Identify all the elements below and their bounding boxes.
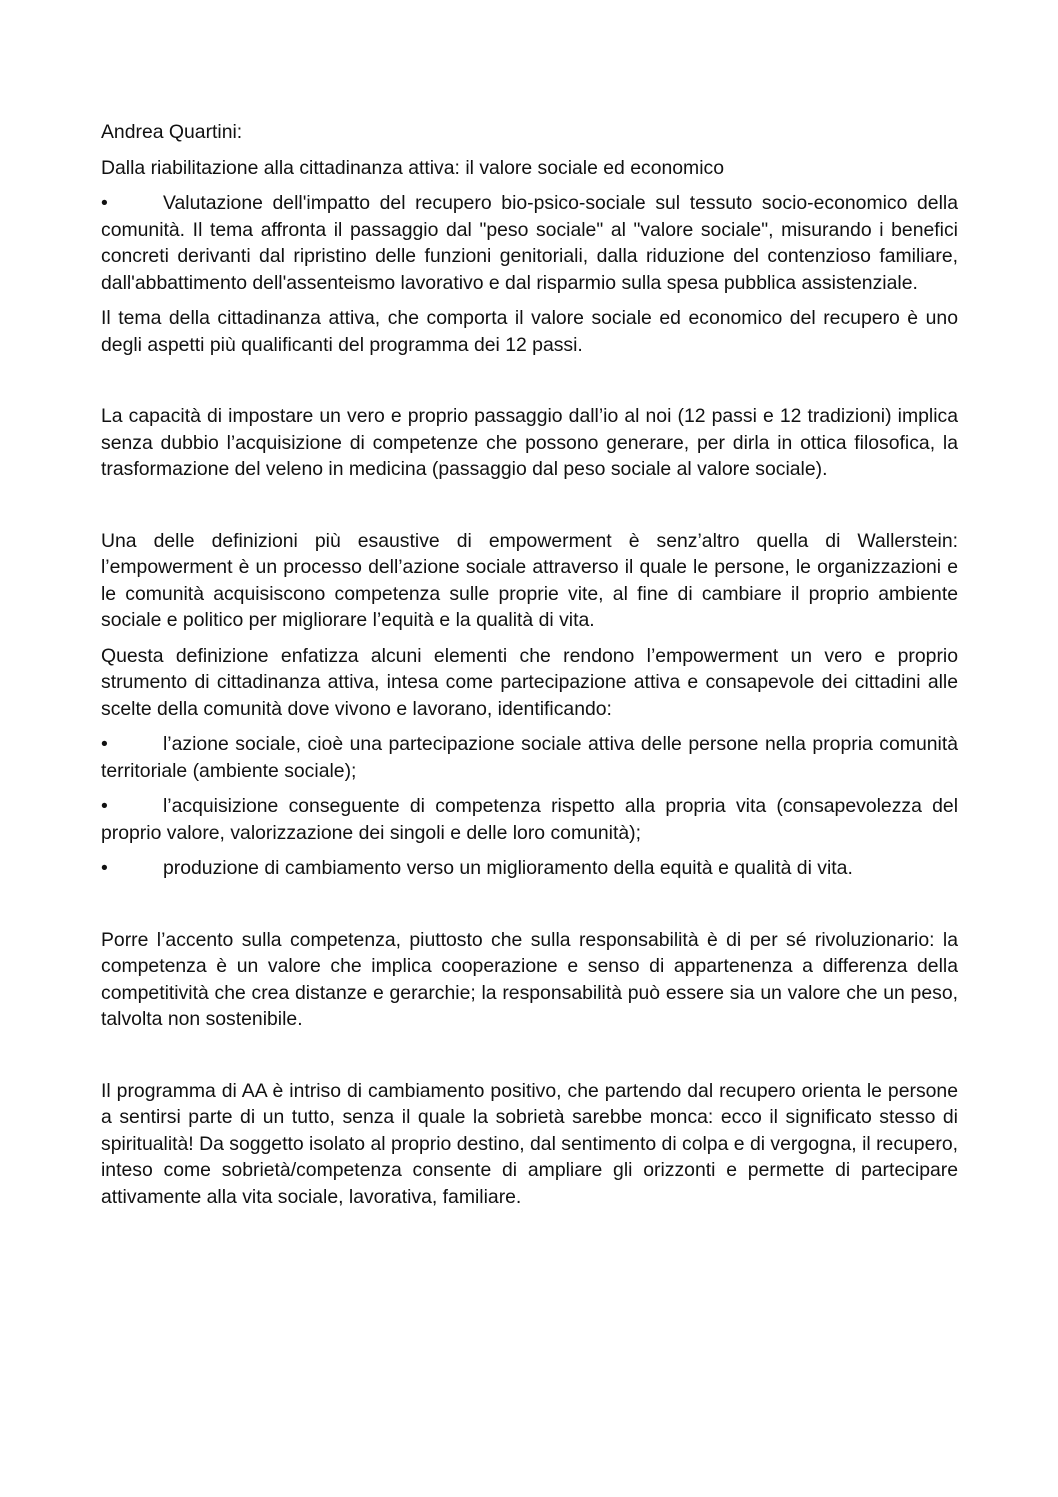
intro-bullet-item xyxy=(101,190,958,296)
paragraph-definizione: Questa definizione enfatizza alcuni elementi che rendono l’empowerment un vero e proprio strumento di cittadinanza attiva, intesa come partecipazione attiva e consapevole dei cittadini alle scelte della comunità dove vivono e lavorano, identificando: xyxy=(101,644,958,720)
bullet-icon: • xyxy=(101,733,108,755)
document-body xyxy=(101,119,958,1210)
bullet-icon: • xyxy=(101,192,108,214)
bullet-icon: • xyxy=(101,795,108,817)
bullet-item xyxy=(101,855,958,882)
bullet-text: l’acquisizione conseguente di competenza rispetto alla propria vita (consapevolezza del proprio valore, valorizzazione dei singoli e delle loro comunità); xyxy=(101,795,958,844)
paragraph-cittadinanza: Il tema della cittadinanza attiva, che comporta il valore sociale ed economico del recupero è uno degli aspetti più qualificanti del programma dei 12 passi. xyxy=(101,307,958,356)
author-line: Andrea Quartini: xyxy=(101,121,243,143)
paragraph-competenza: Porre l’accento sulla competenza, piuttosto che sulla responsabilità è di per sé rivoluzionario: la competenza è un valore che implica cooperazione e senso di appartenenza a differenza della competitività che crea distanze e gerarchie; la responsabilità può essere sia un valore che un peso, talvolta non sostenibile. xyxy=(101,928,958,1030)
bullet-item xyxy=(101,793,958,846)
bullet-item xyxy=(101,731,958,784)
bullet-icon: • xyxy=(101,857,108,879)
bullet-text: produzione di cambiamento verso un miglioramento della equità e qualità di vita. xyxy=(163,857,853,879)
paragraph-programma-aa: Il programma di AA è intriso di cambiamento positivo, che partendo dal recupero orienta le persone a sentirsi parte di un tutto, senza il quale la sobrietà sarebbe monca: ecco il significato stesso di spiritualità! Da soggetto isolato al proprio destino, dal sentimento di colpa e di vergogna, il recupero, inteso come sobrietà/competenza consente di ampliare gli orizzonti e permette di partecipare attivamente alla vita sociale, lavorativa, familiare. xyxy=(101,1079,958,1208)
paragraph-capacita: La capacità di impostare un vero e proprio passaggio dall’io al noi (12 passi e 12 tradizioni) implica senza dubbio l’acquisizione di competenze che possono generare, per dirla in ottica filosofica, la trasformazione del veleno in medicina (passaggio dal peso sociale al valore sociale). xyxy=(101,405,958,480)
document-title: Dalla riabilitazione alla cittadinanza attiva: il valore sociale ed economico xyxy=(101,156,724,179)
intro-bullet-text: Valutazione dell'impatto del recupero bio-psico-sociale sul tessuto socio-economico della comunità. Il tema affronta il passaggio dal "peso sociale" al "valore sociale", misurando i benefici concreti derivanti dal ripristino delle funzioni genitoriali, dalla riduzione del contenzioso familiare, dall'abbattimento dell'assenteismo lavorativo e dal risparmio sulla spesa pubblica assistenziale. xyxy=(101,192,958,294)
bullet-text: l’azione sociale, cioè una partecipazione sociale attiva delle persone nella propria comunità territoriale (ambiente sociale); xyxy=(101,733,958,782)
paragraph-empowerment: Una delle definizioni più esaustive di empowerment è senz’altro quella di Wallerstein: l’empowerment è un processo dell’azione sociale attraverso il quale le persone, le organizzazioni e le comunità acquisiscono competenza sulle proprie vite, al fine di cambiare il proprio ambiente sociale e politico per migliorare l’equità e la qualità di vita. xyxy=(101,529,958,631)
